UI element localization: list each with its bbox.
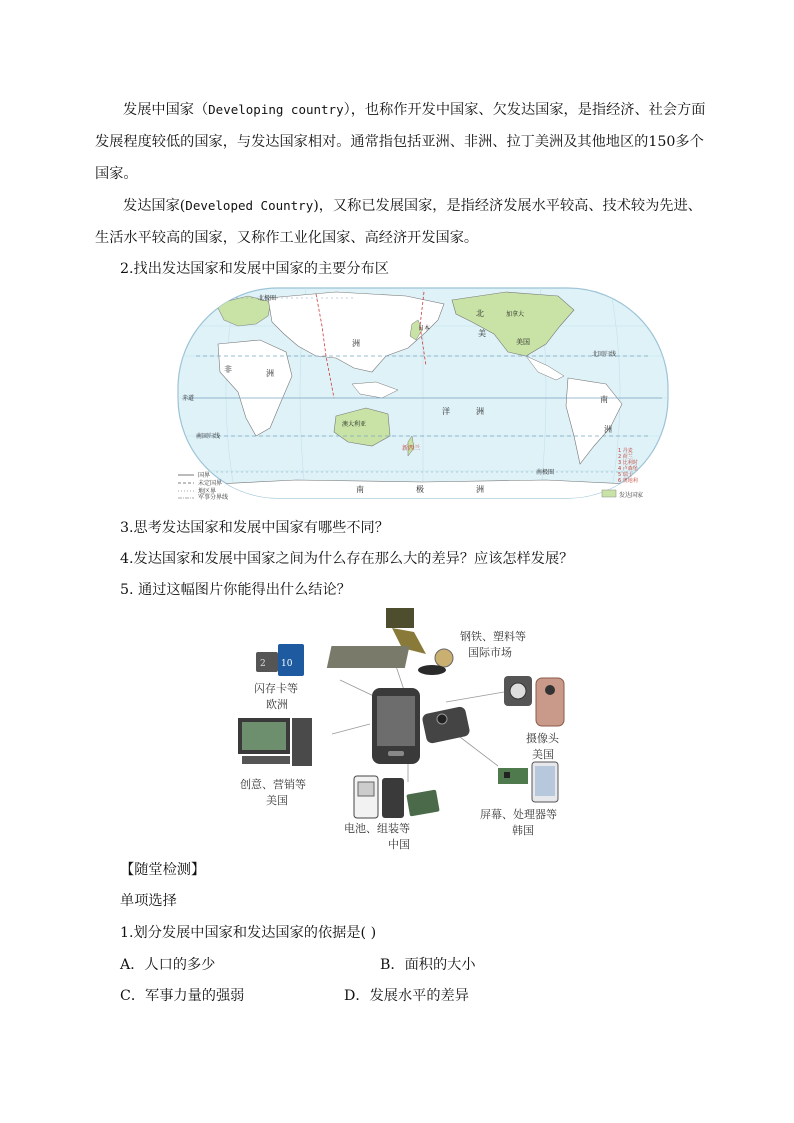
svg-text:6 奥地利: 6 奥地利 (618, 478, 638, 484)
svg-text:1 丹麦: 1 丹麦 (618, 448, 633, 454)
paragraph-developing-country: 发展中国家（Developing country），也称作开发中国家、欠发达国家，是指经济、社会方面发展程度较低的国家，与发达国家相对。通常指包括亚洲、非洲、拉丁美洲及其他地区的150多个国家。 (95, 102, 706, 182)
svg-text:军事分界线: 军事分界线 (198, 494, 229, 500)
label-north-america: 北 (476, 309, 484, 318)
question-4: 4.发达国家和发展中国家之间为什么存在那么大的差异？应该怎样发展？ (120, 551, 574, 567)
label-tropic-s: 南回归线 (196, 433, 221, 440)
world-map-svg (176, 286, 670, 500)
legend-developed-label: 发达国家 (619, 492, 644, 499)
creative-label-1: 创意、营销等 (240, 778, 306, 791)
label-south-america-2: 洲 (604, 425, 612, 434)
steel-label-2: 国际市场 (468, 646, 512, 659)
svg-text:3 比利时: 3 比利时 (618, 460, 638, 466)
quiz-question-1: 1.划分发展中国家和发达国家的依据是( ) (120, 925, 377, 941)
creative-label-2: 美国 (266, 794, 288, 807)
legend-developed-swatch (602, 490, 616, 497)
screen-label-2: 韩国 (512, 824, 534, 837)
world-map (176, 286, 670, 500)
label-africa-2: 洲 (266, 369, 274, 378)
label-japan: 日本 (418, 325, 431, 332)
label-africa: 非 (224, 365, 232, 374)
svg-text:2: 2 (260, 659, 266, 669)
option-a[interactable]: A．人口的多少 (120, 957, 216, 973)
label-south-america: 南 (600, 395, 608, 404)
svg-text:5 瑞士: 5 瑞士 (618, 472, 633, 478)
phone-supply-chain-svg (236, 606, 582, 850)
label-tropic-n: 北回归线 (592, 351, 617, 358)
battery-label-1: 电池、组装等 (344, 822, 410, 835)
option-b[interactable]: B．面积的大小 (380, 957, 476, 973)
label-america: 美 (478, 329, 486, 338)
sd-card-text: 10 (281, 659, 293, 669)
question-5: 5. 通过这幅图片你能得出什么结论？ (120, 582, 351, 598)
label-arctic-circle: 北极圈 (258, 295, 277, 302)
battery-label-2: 中国 (388, 838, 410, 850)
quiz-heading: 【随堂检测】 (120, 862, 206, 878)
label-antarctic-circle: 南极圈 (536, 469, 555, 476)
label-australia: 澳大利亚 (342, 421, 367, 428)
svg-text:未定国界: 未定国界 (198, 480, 223, 487)
label-usa: 美国 (516, 338, 530, 346)
label-oceania-2: 洲 (476, 407, 484, 416)
label-canada: 加拿大 (506, 311, 525, 318)
svg-text:国界: 国界 (198, 472, 211, 479)
label-antarctica-2: 极 (416, 485, 424, 494)
computer-icon (238, 718, 312, 766)
label-equator: 赤道 (182, 395, 195, 402)
option-d[interactable]: D．发展水平的差异 (344, 988, 469, 1004)
label-antarctica-1: 南 (356, 485, 364, 494)
steel-label-1: 钢铁、塑料等 (460, 630, 526, 643)
flash-label-1: 闪存卡等 (254, 682, 298, 695)
svg-text:2 荷兰: 2 荷兰 (618, 454, 633, 460)
question-2: 2.找出发达国家和发展中国家的主要分布区 (120, 261, 389, 277)
svg-text:4 卢森堡: 4 卢森堡 (618, 466, 638, 472)
paragraph-developed-country: 发达国家(Developed Country)，又称已发展国家，是指经济发展水平较高、技术较为先进、生活水平较高的国家，又称作工业化国家、高经济开发国家。 (95, 198, 702, 246)
question-3: 3.思考发达国家和发展中国家有哪些不同？ (120, 520, 389, 536)
option-c[interactable]: C．军事力量的强弱 (120, 988, 245, 1004)
flash-label-2: 欧洲 (266, 698, 288, 711)
quiz-type: 单项选择 (120, 893, 177, 909)
label-oceania: 洋 (442, 407, 450, 416)
camera-label-1: 摄像头 (526, 732, 559, 745)
label-antarctica-3: 洲 (476, 485, 484, 494)
phone-supply-chain-figure (236, 606, 582, 850)
camera-label-2: 美国 (532, 748, 554, 761)
svg-text:地区界: 地区界 (198, 488, 217, 495)
label-newzealand: 新西兰 (402, 445, 421, 452)
label-asia: 洲 (352, 339, 360, 348)
screen-label-1: 屏幕、处理器等 (480, 808, 557, 821)
